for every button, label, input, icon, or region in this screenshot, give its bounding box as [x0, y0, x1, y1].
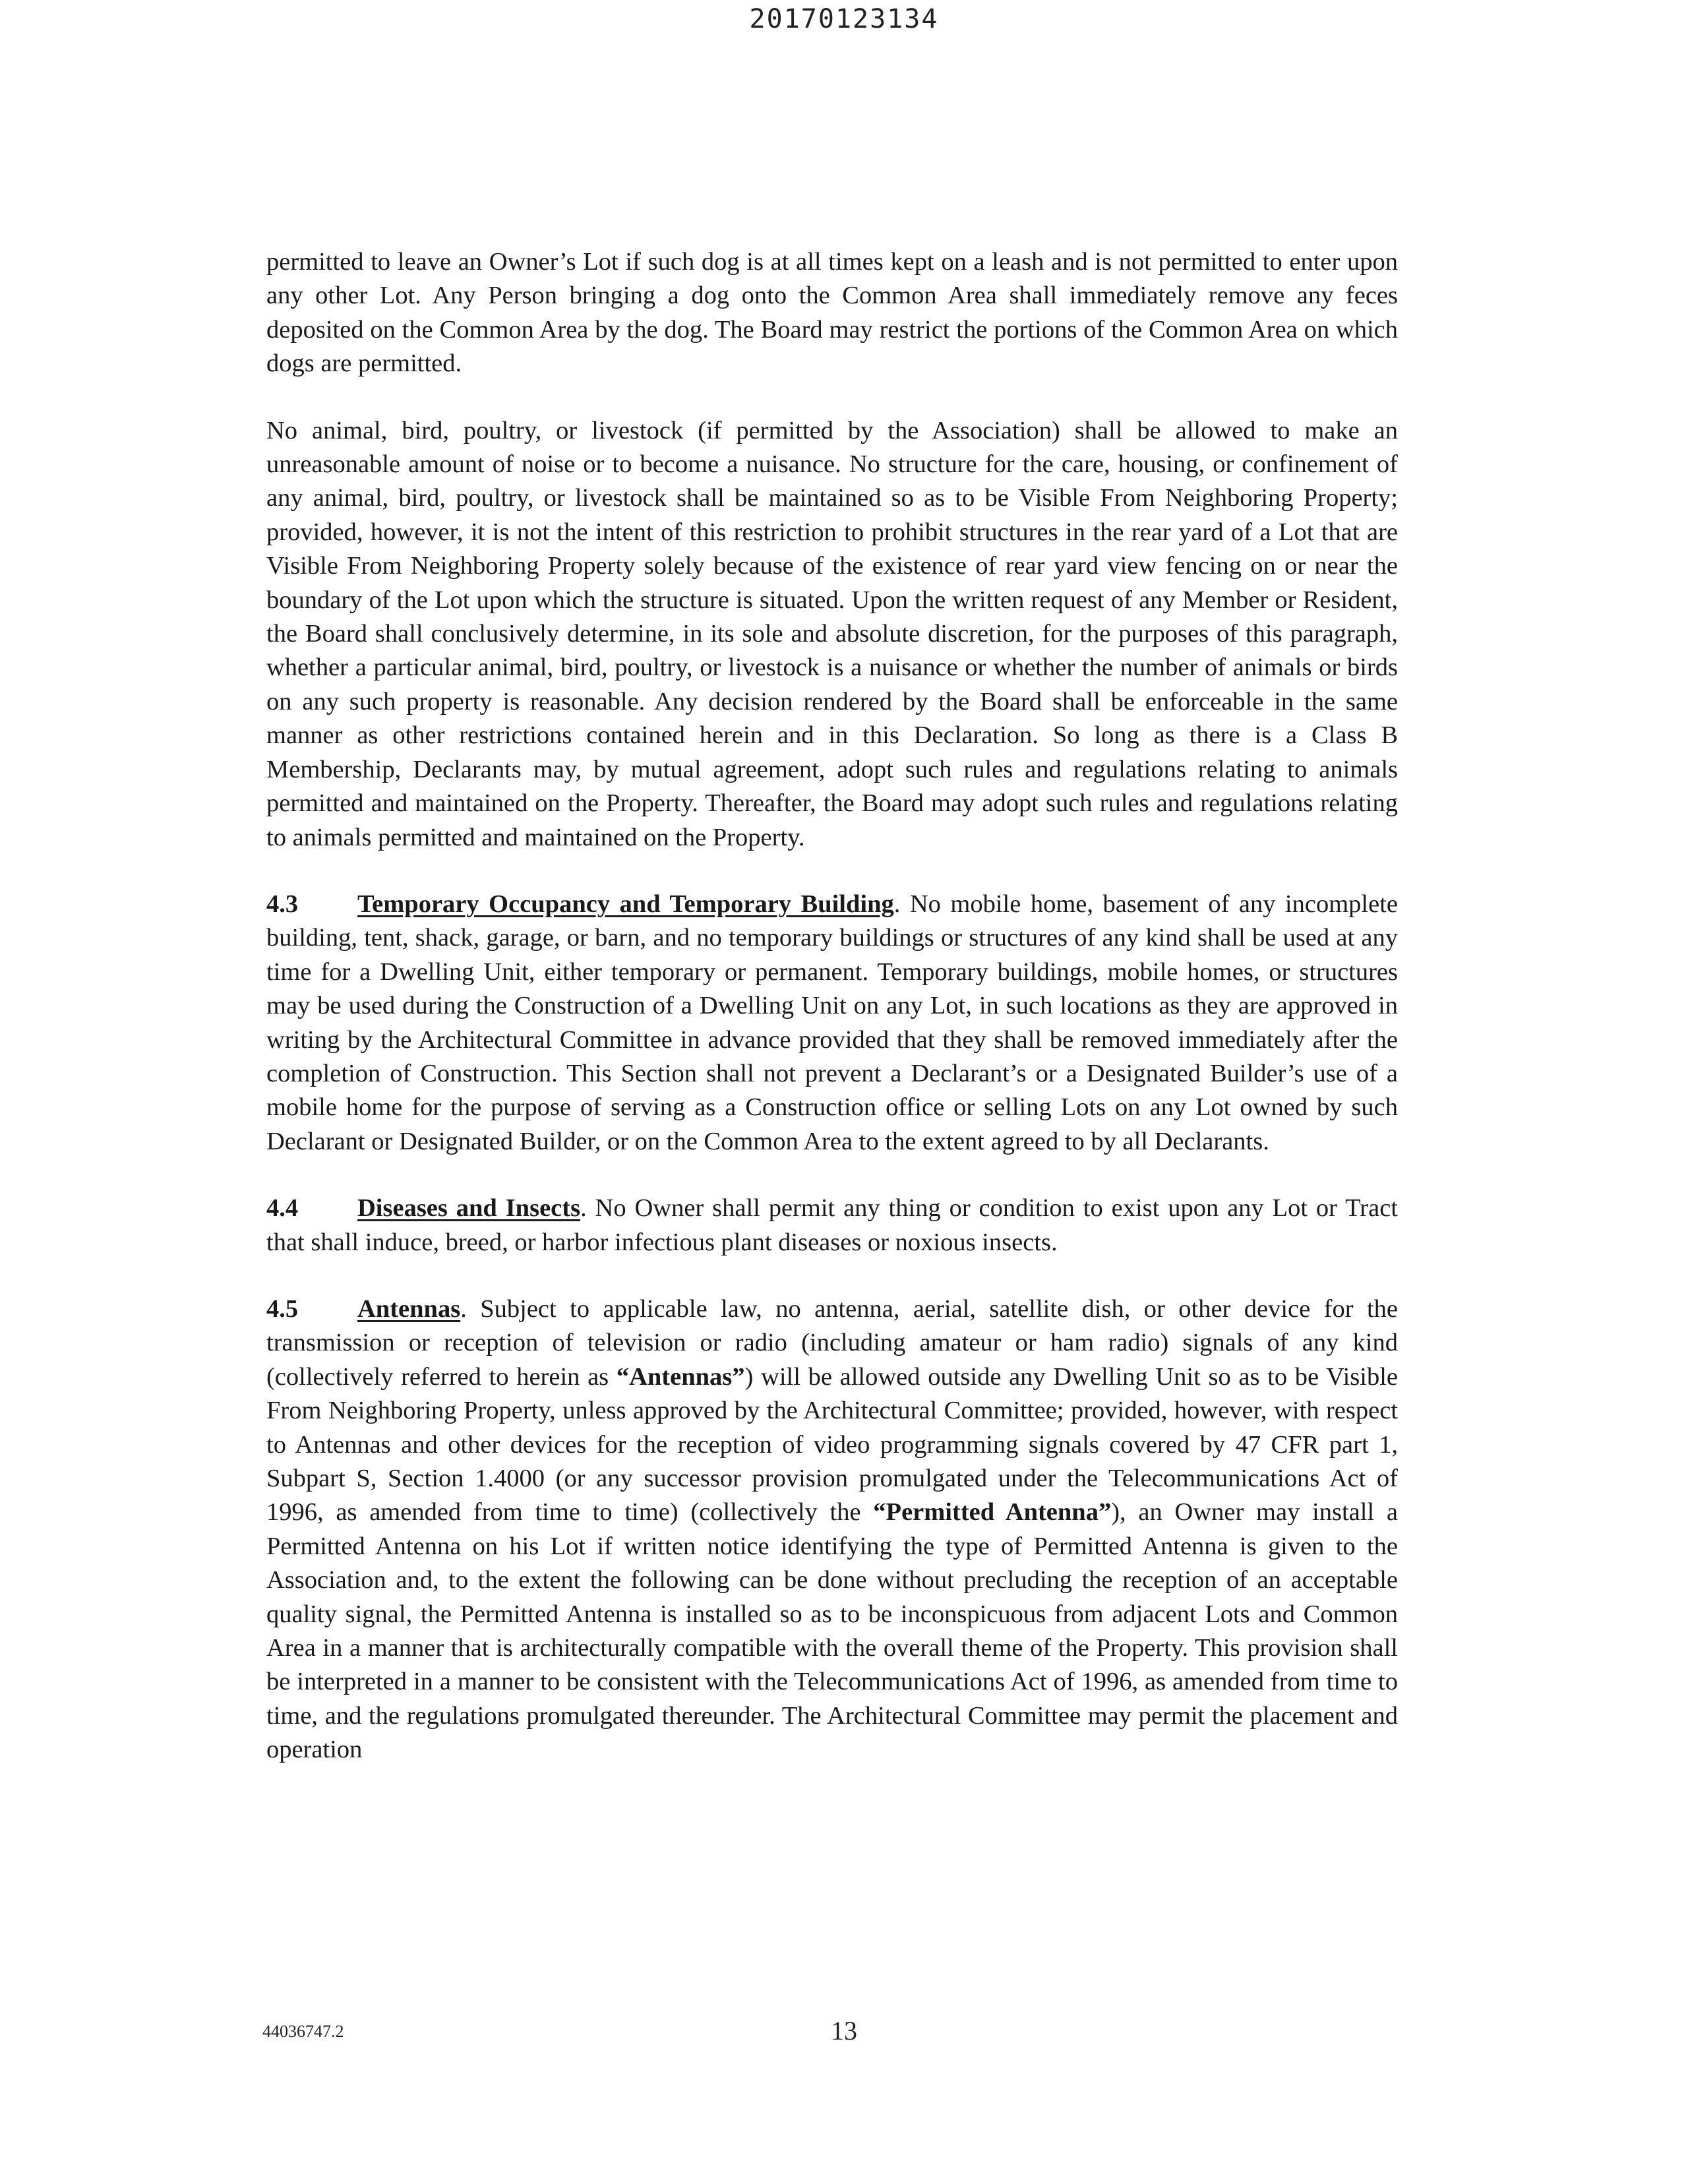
recording-number: 20170123134 — [749, 4, 939, 34]
defined-term-permitted-antenna: “Permitted Antenna” — [873, 1498, 1112, 1527]
section-4-3 — [266, 888, 1398, 1159]
section-text: . No Owner shall permit any thing or condition to exist upon any Lot or Tract that shall induce, breed, or harbor infectious plant diseases or noxious insects. — [266, 1194, 1398, 1256]
section-title: Temporary Occupancy and Temporary Building — [357, 890, 894, 918]
section-number: 4.3 — [266, 890, 299, 918]
paragraph-dogs: permitted to leave an Owner’s Lot if such dog is at all times kept on a leash and is not permitted to enter upon any other Lot. Any Person bringing a dog onto the Common Area shall immediately remove any feces deposited on the Common Area by the dog. The Board may restrict the portions of the Common Area on which dogs are permitted. — [266, 248, 1398, 378]
section-number: 4.4 — [266, 1194, 299, 1223]
section-text: ), an Owner may install a Permitted Antenna on his Lot if written notice identifying the type of Permitted Antenna is given to the Association and, to the extent the following can be done without precluding the reception of an acceptable quality signal, the Permitted Antenna is installed so as to be inconspicuous from adjacent Lots and Common Area in a manner that is architecturally compatible with the overall theme of the Property. This provision shall be interpreted in a manner to be consistent with the Telecommunications Act of 1996, as amended from time to time, and the regulations promulgated thereunder. The Architectural Committee may permit the placement and operation — [266, 1498, 1399, 1764]
page-number: 13 — [831, 2016, 857, 2046]
document-body — [266, 245, 1398, 1800]
section-text: . No mobile home, basement of any incomplete building, tent, shack, garage, or barn, and no temporary buildings or structures of any kind shall be used at any time for a Dwelling Unit, either temporary or permanent. Temporary buildings, mobile homes, or structures may be used during the Construction of a Dwelling Unit on any Lot, in such locations as they are approved in writing by the Architectural Committee in advance provided that they shall be removed immediately after the completion of Construction. This Section shall not prevent a Declarant’s or a Designated Builder’s use of a mobile home for the purpose of serving as a Construction office or selling Lots on any Lot owned by such Declarant or Designated Builder, or on the Common Area to the extent agreed to by all Declarants. — [266, 890, 1398, 1155]
section-text: ) will be allowed outside any Dwelling Unit so as to be Visible From Neighboring Property, unless approved by the Architectural Committee; provided, however, with respect to Antennas and other devices for the reception of video programming signals covered by 47 CFR part 1, Subpart S, Section 1.4000 (or any successor provision promulgated under the Telecommunications Act of 1996, as amended from time to time) (collectively the — [266, 1362, 1398, 1527]
section-title: Antennas — [357, 1294, 461, 1323]
section-text: . Subject to applicable law, no antenna, aerial, satellite dish, or other device for the transmission or reception of television or radio (including amateur or ham radio) signals of any kind (collectively referred to herein as — [266, 1294, 1398, 1391]
section-number: 4.5 — [266, 1294, 299, 1323]
paragraph-animals: No animal, bird, poultry, or livestock (if permitted by the Association) shall be allowed to make an unreasonable amount of noise or to become a nuisance. No structure for the care, housing, or confinement of any animal, bird, poultry, or livestock shall be maintained so as to be Visible From Neighboring Property; provided, however, it is not the intent of this restriction to prohibit structures in the rear yard of a Lot that are Visible From Neighboring Property solely because of the existence of rear yard view fencing on or near the boundary of the Lot upon which the structure is situated. Upon the written request of any Member or Resident, the Board shall conclusively determine, in its sole and absolute discretion, for the purposes of this paragraph, whether a particular animal, bird, poultry, or livestock is a nuisance or whether the number of animals or birds on any such property is reasonable. Any decision rendered by the Board shall be enforceable in the same manner as other restrictions contained herein and in this Declaration. So long as there is a Class B Membership, Declarants may, by mutual agreement, adopt such rules and regulations relating to animals permitted and maintained on the Property. Thereafter, the Board may adopt such rules and regulations relating to animals permitted and maintained on the Property. — [266, 416, 1398, 851]
section-4-5 — [266, 1292, 1398, 1767]
defined-term-antennas: “Antennas” — [616, 1362, 745, 1391]
section-title: Diseases and Insects — [357, 1194, 581, 1223]
document-id: 44036747.2 — [262, 2022, 344, 2041]
section-4-4 — [266, 1192, 1398, 1259]
